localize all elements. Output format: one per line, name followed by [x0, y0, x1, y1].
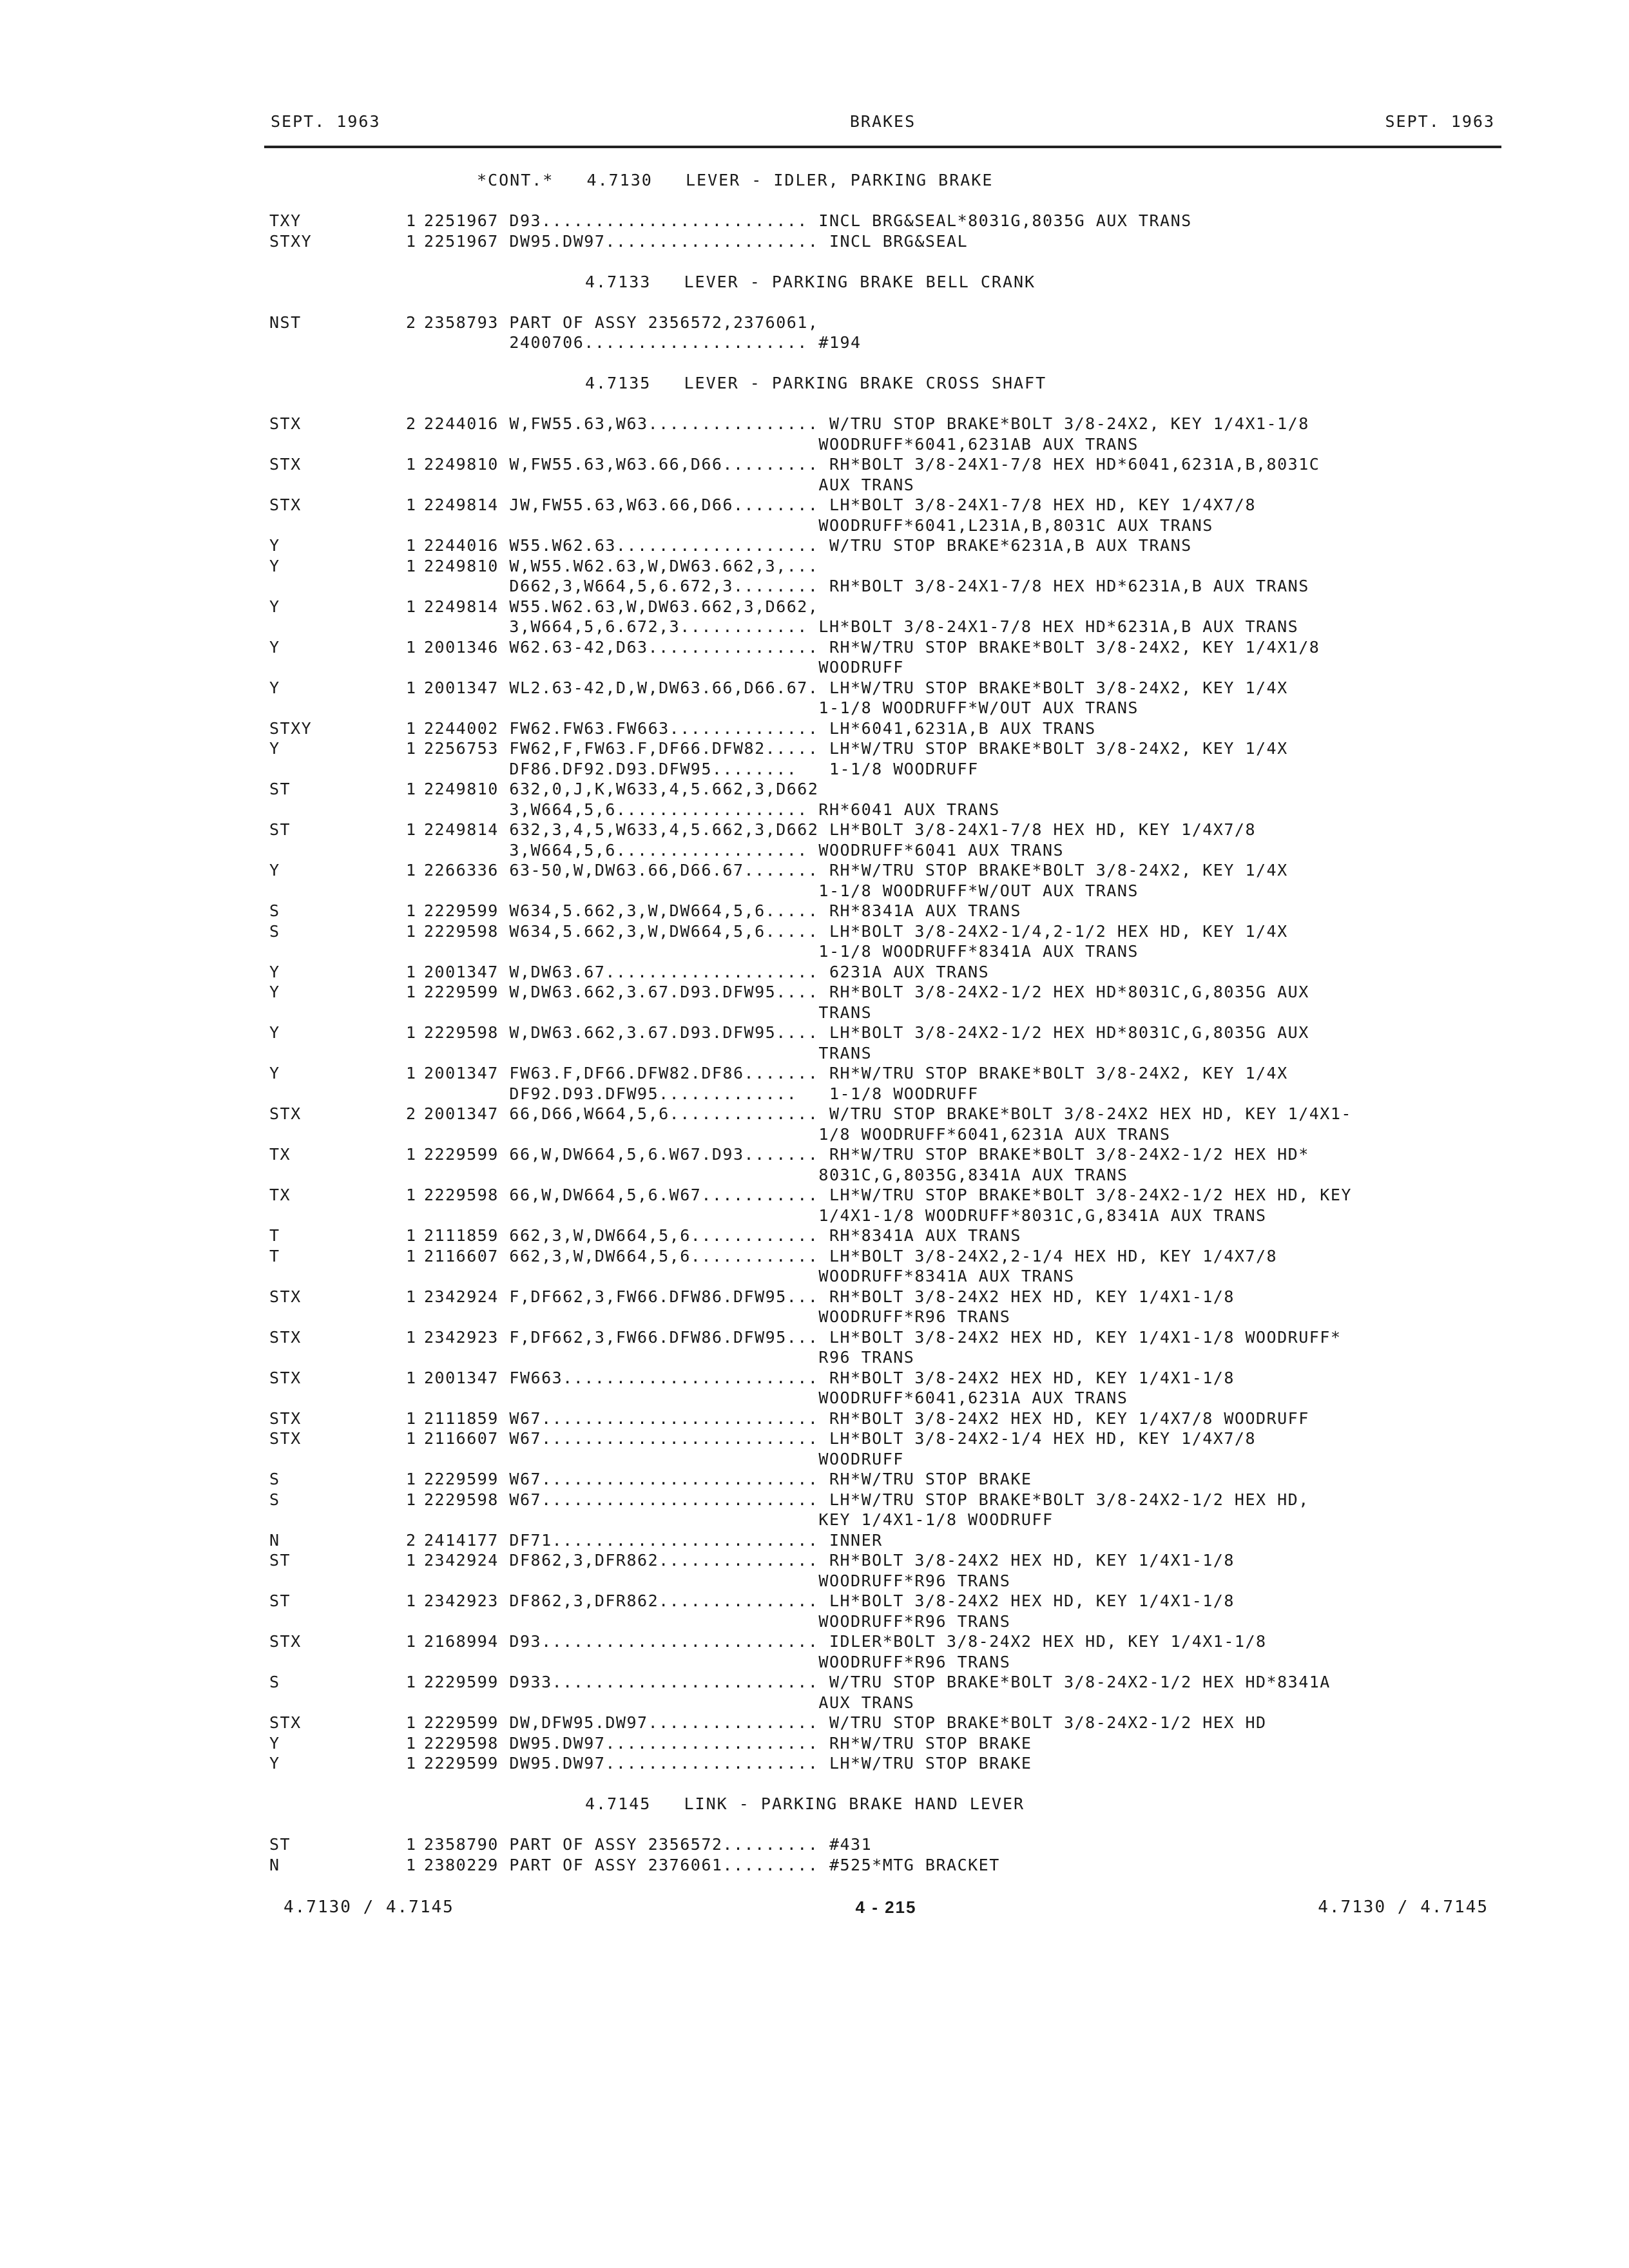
quantity: 1	[406, 1408, 417, 1428]
quantity: 1	[406, 1429, 417, 1448]
part-row	[0, 1753, 1629, 1774]
part-description: 2251967 DW95.DW97.................... INCL BRG&SEAL	[424, 231, 969, 251]
model-code: N	[269, 1855, 280, 1874]
quantity: 2	[406, 1530, 417, 1550]
quantity: 1	[406, 1246, 417, 1265]
quantity: 2	[406, 414, 417, 433]
part-description: 2414177 DF71......................... INNER	[424, 1530, 883, 1550]
quantity: 1	[406, 455, 417, 474]
part-row	[0, 454, 1629, 495]
part-description: 2266336 63-50,W,DW63.66,D66.67....... RH*W/TRU STOP BRAKE*BOLT 3/8-24X2, KEY 1/4X 1-1/8 WOODRUFF*W/OUT AUX TRANS	[424, 861, 1288, 900]
part-row	[0, 921, 1629, 962]
part-row	[0, 962, 1629, 983]
part-description: 2256753 FW62,F,FW63.F,DF66.DFW82..... LH*W/TRU STOP BRAKE*BOLT 3/8-24X2, KEY 1/4X DF86.DF92.D93.DFW95........ 1-1/8 WOODRUFF	[424, 739, 1288, 778]
part-row	[0, 556, 1629, 597]
model-code: STX	[269, 495, 302, 514]
part-row	[0, 982, 1629, 1023]
quantity: 1	[406, 901, 417, 920]
part-description: 2229598 W634,5.662,3,W,DW664,5,6..... LH*BOLT 3/8-24X2-1/4,2-1/2 HEX HD, KEY 1/4X 1-1/8 WOODRUFF*8341A AUX TRANS	[424, 921, 1288, 961]
quantity: 1	[406, 211, 417, 230]
model-code: T	[269, 1246, 280, 1265]
model-code: Y	[269, 739, 280, 758]
part-description: 2249810 W,W55.W62.63,W,DW63.662,3,... D662,3,W664,5,6.672,3........ RH*BOLT 3/8-24X1-7/8 HEX HD*6231A,B AUX TRANS	[424, 556, 1309, 595]
model-code: Y	[269, 556, 280, 575]
part-row	[0, 901, 1629, 921]
quantity: 1	[406, 1490, 417, 1509]
part-description: 2249810 632,0,J,K,W633,4,5.662,3,D662 3,W664,5,6.................. RH*6041 AUX TRANS	[424, 780, 1000, 819]
part-row	[0, 718, 1629, 739]
part-row	[0, 1713, 1629, 1733]
quantity: 1	[406, 1591, 417, 1610]
part-description: 2001347 FW663........................ RH*BOLT 3/8-24X2 HEX HD, KEY 1/4X1-1/8 WOODRUFF*6041,6231A AUX TRANS	[424, 1368, 1235, 1407]
quantity: 1	[406, 1327, 417, 1347]
header-rule	[264, 146, 1501, 148]
quantity: 1	[406, 556, 417, 575]
part-description: 2111859 W67.......................... RH*BOLT 3/8-24X2 HEX HD, KEY 1/4X7/8 WOODRUFF	[424, 1408, 1309, 1428]
quantity: 1	[406, 536, 417, 555]
part-row	[0, 820, 1629, 860]
part-row	[0, 211, 1629, 231]
model-code: STX	[269, 1104, 302, 1123]
part-description: 2342923 F,DF662,3,FW66.DFW86.DFW95... LH*BOLT 3/8-24X2 HEX HD, KEY 1/4X1-1/8 WOODRUFF* R96 TRANS	[424, 1327, 1342, 1367]
model-code: S	[269, 1673, 280, 1691]
part-description: 2116607 662,3,W,DW664,5,6............ LH*BOLT 3/8-24X2,2-1/4 HEX HD, KEY 1/4X7/8 WOODRUFF*8341A AUX TRANS	[424, 1246, 1278, 1285]
part-description: 2249814 632,3,4,5,W633,4,5.662,3,D662 LH*BOLT 3/8-24X1-7/8 HEX HD, KEY 1/4X7/8 3,W664,5,6.................. WOODRUFF*6041 AUX TRANS	[424, 820, 1256, 860]
part-description: 2251967 D93......................... INCL BRG&SEAL*8031G,8035G AUX TRANS	[424, 211, 1192, 230]
model-code: N	[269, 1530, 280, 1550]
part-row	[0, 231, 1629, 252]
part-description: 2249810 W,FW55.63,W63.66,D66......... RH*BOLT 3/8-24X1-7/8 HEX HD*6041,6231A,B,8031C AUX TRANS	[424, 455, 1320, 494]
quantity: 1	[406, 1733, 417, 1753]
quantity: 1	[406, 921, 417, 941]
part-description: 2116607 W67.......................... LH*BOLT 3/8-24X2-1/4 HEX HD, KEY 1/4X7/8 WOODRUFF	[424, 1429, 1256, 1468]
part-description: 2229598 W,DW63.662,3.67.D93.DFW95.... LH*BOLT 3/8-24X2-1/2 HEX HD*8031C,G,8035G AUX TRANS	[424, 1023, 1309, 1062]
quantity: 1	[406, 983, 417, 1001]
quantity: 1	[406, 1551, 417, 1570]
quantity: 1	[406, 1835, 417, 1854]
quantity: 1	[406, 718, 417, 738]
part-row	[0, 1327, 1629, 1368]
quantity: 1	[406, 962, 417, 981]
part-row	[0, 535, 1629, 556]
model-code: STX	[269, 455, 302, 474]
footer-range-left: 4.7130 / 4.7145	[284, 1898, 454, 1917]
part-row	[0, 1631, 1629, 1672]
quantity: 1	[406, 495, 417, 514]
part-description: 2001346 W62.63-42,D63................ RH*W/TRU STOP BRAKE*BOLT 3/8-24X2, KEY 1/4X1/8 WOODRUFF	[424, 637, 1320, 677]
model-code: Y	[269, 536, 280, 555]
quantity: 1	[406, 1855, 417, 1874]
model-code: Y	[269, 861, 280, 879]
part-description: 2229599 W,DW63.662,3.67.D93.DFW95.... RH*BOLT 3/8-24X2-1/2 HEX HD*8031C,G,8035G AUX TRANS	[424, 983, 1309, 1022]
part-description: 2001347 66,D66,W664,5,6.............. W/TRU STOP BRAKE*BOLT 3/8-24X2 HEX HD, KEY 1/4X1- 1/8 WOODRUFF*6041,6231A AUX TRANS	[424, 1104, 1352, 1144]
part-description: 2342924 DF862,3,DFR862............... RH*BOLT 3/8-24X2 HEX HD, KEY 1/4X1-1/8 WOODRUFF*R96 TRANS	[424, 1551, 1235, 1590]
quantity: 1	[406, 1186, 417, 1204]
part-description: 2342924 F,DF662,3,FW66.DFW86.DFW95... RH*BOLT 3/8-24X2 HEX HD, KEY 1/4X1-1/8 WOODRUFF*R96 TRANS	[424, 1287, 1235, 1326]
footer-range-right: 4.7130 / 4.7145	[1318, 1898, 1489, 1917]
quantity: 1	[406, 739, 417, 758]
model-code: S	[269, 921, 280, 941]
quantity: 1	[406, 1226, 417, 1245]
part-row	[0, 678, 1629, 718]
quantity: 1	[406, 678, 417, 697]
part-description: 2229599 66,W,DW664,5,6.W67.D93....... RH*W/TRU STOP BRAKE*BOLT 3/8-24X2-1/2 HEX HD* 8031C,G,8035G,8341A AUX TRANS	[424, 1145, 1309, 1184]
model-code: ST	[269, 1591, 291, 1610]
model-code: Y	[269, 1733, 280, 1753]
part-row	[0, 1104, 1629, 1144]
part-row	[0, 312, 1629, 353]
model-code: ST	[269, 1551, 291, 1570]
model-code: Y	[269, 1064, 280, 1082]
part-row	[0, 1246, 1629, 1287]
part-row	[0, 1368, 1629, 1408]
quantity: 1	[406, 637, 417, 657]
model-code: STX	[269, 1408, 302, 1428]
part-row	[0, 1530, 1629, 1551]
part-row	[0, 1023, 1629, 1063]
quantity: 1	[406, 1023, 417, 1042]
part-description: 2358790 PART OF ASSY 2356572......... #431	[424, 1835, 872, 1854]
part-description: 2229598 66,W,DW664,5,6.W67........... LH*W/TRU STOP BRAKE*BOLT 3/8-24X2-1/2 HEX HD, KEY 1/4X1-1/8 WOODRUFF*8031C,G,8341A AUX TRANS	[424, 1186, 1352, 1225]
part-description: 2168994 D93.......................... IDLER*BOLT 3/8-24X2 HEX HD, KEY 1/4X1-1/8 WOODRUFF*R96 TRANS	[424, 1632, 1267, 1671]
section-title: 4.7145 LINK - PARKING BRAKE HAND LEVER	[585, 1794, 1025, 1813]
model-code: Y	[269, 1754, 280, 1773]
part-description: 2111859 662,3,W,DW664,5,6............ RH*8341A AUX TRANS	[424, 1226, 1021, 1245]
part-row	[0, 1672, 1629, 1713]
part-row	[0, 1144, 1629, 1185]
model-code: STX	[269, 1327, 302, 1347]
quantity: 1	[406, 1632, 417, 1651]
quantity: 1	[406, 1754, 417, 1773]
page-number: 4 - 215	[855, 1898, 917, 1917]
part-description: 2380229 PART OF ASSY 2376061......... #525*MTG BRACKET	[424, 1855, 1000, 1874]
model-code: STX	[269, 1429, 302, 1448]
section-heading	[0, 170, 1629, 191]
model-code: STX	[269, 1287, 302, 1306]
part-row	[0, 1733, 1629, 1754]
part-description: 2001347 W,DW63.67.................... 6231A AUX TRANS	[424, 962, 990, 981]
part-row	[0, 738, 1629, 779]
part-row	[0, 414, 1629, 454]
part-row	[0, 1469, 1629, 1490]
part-row	[0, 597, 1629, 637]
model-code: S	[269, 1490, 280, 1509]
part-description: 2244016 W,FW55.63,W63................ W/TRU STOP BRAKE*BOLT 3/8-24X2, KEY 1/4X1-1/8 WOODRUFF*6041,6231AB AUX TRANS	[424, 414, 1309, 454]
part-row	[0, 1287, 1629, 1327]
model-code: TXY	[269, 211, 302, 230]
section-heading	[0, 272, 1629, 293]
quantity: 1	[406, 780, 417, 798]
part-row	[0, 1591, 1629, 1631]
quantity: 1	[406, 1368, 417, 1387]
part-description: 2244016 W55.W62.63................... W/TRU STOP BRAKE*6231A,B AUX TRANS	[424, 536, 1192, 555]
part-description: 2229599 D933......................... W/TRU STOP BRAKE*BOLT 3/8-24X2-1/2 HEX HD*8341A AUX TRANS	[424, 1673, 1331, 1712]
part-row	[0, 1428, 1629, 1469]
parts-listing	[0, 170, 1629, 1875]
quantity: 1	[406, 1145, 417, 1164]
quantity: 1	[406, 1673, 417, 1691]
part-row	[0, 1185, 1629, 1225]
section-heading	[0, 1794, 1629, 1814]
quantity: 1	[406, 861, 417, 879]
model-code: TX	[269, 1145, 291, 1164]
part-row	[0, 1855, 1629, 1876]
quantity: 2	[406, 312, 417, 332]
section-title: 4.7133 LEVER - PARKING BRAKE BELL CRANK	[585, 272, 1036, 291]
part-description: 2229599 DW95.DW97.................... LH*W/TRU STOP BRAKE	[424, 1754, 1032, 1773]
section-heading	[0, 373, 1629, 394]
part-row	[0, 1550, 1629, 1591]
model-code: STXY	[269, 718, 313, 738]
model-code: STX	[269, 1368, 302, 1387]
part-description: 2001347 WL2.63-42,D,W,DW63.66,D66.67. LH*W/TRU STOP BRAKE*BOLT 3/8-24X2, KEY 1/4X 1-1/8 WOODRUFF*W/OUT AUX TRANS	[424, 678, 1288, 717]
quantity: 1	[406, 597, 417, 616]
model-code: Y	[269, 962, 280, 981]
part-description: 2342923 DF862,3,DFR862............... LH*BOLT 3/8-24X2 HEX HD, KEY 1/4X1-1/8 WOODRUFF*R96 TRANS	[424, 1591, 1235, 1631]
model-code: ST	[269, 820, 291, 839]
model-code: TX	[269, 1186, 291, 1204]
model-code: STX	[269, 1713, 302, 1732]
part-description: 2249814 JW,FW55.63,W63.66,D66........ LH*BOLT 3/8-24X1-7/8 HEX HD, KEY 1/4X7/8 WOODRUFF*6041,L231A,B,8031C AUX TRANS	[424, 495, 1256, 535]
model-code: STXY	[269, 231, 313, 251]
model-code: Y	[269, 983, 280, 1001]
quantity: 1	[406, 1713, 417, 1732]
model-code: T	[269, 1226, 280, 1245]
model-code: STX	[269, 1632, 302, 1651]
part-row	[0, 1834, 1629, 1855]
model-code: Y	[269, 678, 280, 697]
part-description: 2358793 PART OF ASSY 2356572,2376061, 2400706..................... #194	[424, 312, 862, 352]
part-row	[0, 779, 1629, 820]
model-code: ST	[269, 1835, 291, 1854]
quantity: 2	[406, 1104, 417, 1123]
part-row	[0, 1490, 1629, 1530]
part-row	[0, 1225, 1629, 1246]
section-title: *CONT.* 4.7130 LEVER - IDLER, PARKING BRAKE	[477, 171, 994, 189]
part-description: 2229599 DW,DFW95.DW97................ W/TRU STOP BRAKE*BOLT 3/8-24X2-1/2 HEX HD	[424, 1713, 1267, 1732]
part-description: 2229598 DW95.DW97.................... RH*W/TRU STOP BRAKE	[424, 1733, 1032, 1753]
quantity: 1	[406, 1287, 417, 1306]
model-code: S	[269, 901, 280, 920]
part-description: 2229598 W67.......................... LH*W/TRU STOP BRAKE*BOLT 3/8-24X2-1/2 HEX HD, KEY 1/4X1-1/8 WOODRUFF	[424, 1490, 1309, 1529]
model-code: Y	[269, 1023, 280, 1042]
part-row	[0, 1408, 1629, 1429]
quantity: 1	[406, 231, 417, 251]
model-code: STX	[269, 414, 302, 433]
part-description: 2244002 FW62.FW63.FW663.............. LH*6041,6231A,B AUX TRANS	[424, 718, 1096, 738]
part-description: 2001347 FW63.F,DF66.DFW82.DF86....... RH*W/TRU STOP BRAKE*BOLT 3/8-24X2, KEY 1/4X DF92.D93.DFW95............. 1-1/8 WOODRUFF	[424, 1064, 1288, 1103]
part-row	[0, 1063, 1629, 1104]
model-code: ST	[269, 780, 291, 798]
part-row	[0, 495, 1629, 535]
model-code: NST	[269, 312, 302, 332]
model-code: Y	[269, 597, 280, 616]
part-description: 2229599 W67.......................... RH*W/TRU STOP BRAKE	[424, 1470, 1032, 1488]
part-description: 2249814 W55.W62.63,W,DW63.662,3,D662, 3,W664,5,6.672,3............ LH*BOLT 3/8-24X1-7/8 HEX HD*6231A,B AUX TRANS	[424, 597, 1299, 636]
header-date-left: SEPT. 1963	[271, 112, 381, 131]
model-code: Y	[269, 637, 280, 657]
page-header	[271, 112, 1495, 138]
part-row	[0, 637, 1629, 678]
part-description: 2229599 W634,5.662,3,W,DW664,5,6..... RH*8341A AUX TRANS	[424, 901, 1021, 920]
header-section-title: BRAKES	[849, 112, 916, 131]
model-code: S	[269, 1470, 280, 1488]
part-row	[0, 860, 1629, 901]
section-title: 4.7135 LEVER - PARKING BRAKE CROSS SHAFT	[585, 374, 1047, 392]
quantity: 1	[406, 1064, 417, 1082]
quantity: 1	[406, 820, 417, 839]
page-footer	[284, 1898, 1489, 1923]
header-date-right: SEPT. 1963	[1385, 112, 1495, 131]
quantity: 1	[406, 1470, 417, 1488]
